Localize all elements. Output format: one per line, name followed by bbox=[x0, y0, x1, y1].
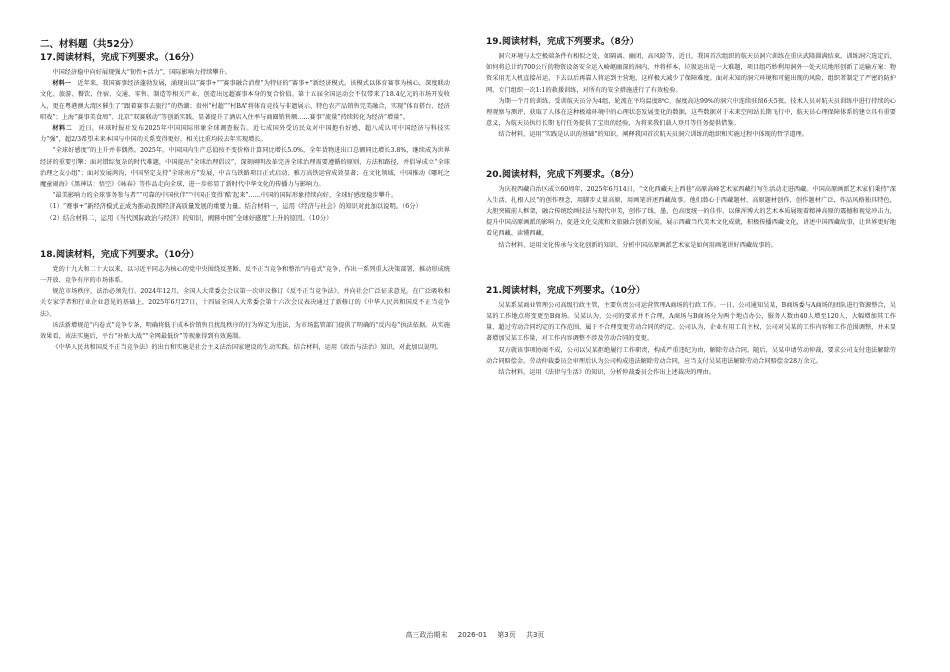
question-19 bbox=[486, 36, 896, 141]
q17-m1-text: 近年来，我国赛事经济蓬勃发展，涌现出以“赛事+”“赛事融合消费”为特征的“赛事+”新经济模式。该模式以体育赛事为核心，深度联动文化、旅游、餐饮、住宿、交通、零售、制造等相关产业，创造出远超赛事本身的复合价值。第十五届全国运动会不仅带来了18.4亿元的市场开发收入，更在粤港澳大湾区催生了“跟着赛事去旅行”的热潮；贵州“村超”“村BA”将体育竞技与非遗展示、特色农产品销售完美融合，实现“体育搭台、经济唱戏”；上海“赛事美食周”、北京“双赛联动”等创新实践，显著提升了酒店入住率与商圈销售额……赛事“流量”持续转化为经济“增量”。 bbox=[40, 80, 450, 121]
q19-para-1: 洞穴环境与太空极端条件有相似之处，如隔离、幽闭、高风险等，近日，我国首次组织的航天员洞穴训练在重庆武隆圆满结束。训练洞穴选定后，如何将总计约700公斤的物资设备安全运入崎岖幽深的洞内，并将样本、垃圾运出是一大难题，项目组巧妙利用洞外一处天坑地形创新了运输方案：物资采用无人机直接吊运，下去以后再靠人将运到主营地，这样极大减少了保障难度。面对未知的洞穴环境和可能出现的风险，组织者制定了严密的防护网，专门组织一次1:1的救援训练，对所有的安全措施进行了有效检验。 bbox=[486, 53, 896, 94]
q19-para-3: 结合材料，运用“实践是认识的基础”的知识，阐释我国首次航天员洞穴训练的组织和实施过程中体现的哲学道理。 bbox=[498, 131, 808, 139]
q18-para-2: 规范市场秩序，法治必须先行。2024年12月，全国人大常委会会议第一次审议修订《反不正当竞争法》，并向社会广泛征求意见。在广泛吸收相关专家学者和行业企业意见的基础上，2025年6月27日，十四届全国人大常委会第十六次会议表决通过了新修订的《中华人民共和国反不正当竞争法》。 bbox=[40, 288, 450, 318]
q19-para-2: 为期一个月的训练，受训航天员分为4组，轮流在平均温度8℃、湿度高达99%的洞穴中连续驻留6天5夜。技术人员对航天员训练中进行持续的心理观察与测评，获取了人体在这种极端环境中的心理状态发展变化的数据，这些数据对于未来空间站长期飞行中，航天员心理保障体系的建立具有重要意义，为航天员执行长期飞行任务提供了宝贵的经验，为将来我们载人登月等任务提供借鉴。 bbox=[486, 97, 896, 128]
q18-para-1: 党的十九大和二十大以来，以习近平同志为核心的党中央围绕反垄断、反不正当竞争和整治“内卷式”竞争，作出一系列重大决策部署，推动形成统一开放、竞争有序的市场体系。 bbox=[40, 265, 450, 285]
left-column bbox=[40, 36, 450, 353]
footer-date: 2026-01 bbox=[457, 631, 488, 639]
q21-para-3: 结合材料，运用《法律与生活》的知识，分析仲裁委员会作出上述裁决的理由。 bbox=[498, 369, 715, 377]
q17-ask-1: （1）“赛事+”新经济模式正成为推动我国经济高质量发展的重要力量。结合材料一，运用《经济与社会》的知识对此加以说明。（6分） bbox=[46, 203, 422, 211]
q18-header: 18.阅读材料，完成下列要求。（10分） bbox=[40, 249, 199, 260]
footer-total: 共3页 bbox=[525, 631, 545, 639]
q21-para-2: 双方就该事项协商不成，公司以吴某拒绝履行工作职责，构成严重违纪为由，解除劳动合同。随后，吴某申请劳动仲裁，要求公司支付违法解除劳动合同赔偿金。劳动仲裁委员会审理后认为公司构成违法解除劳动合同，应当支付吴某违法解除劳动合同赔偿金28万余元。 bbox=[486, 346, 896, 365]
right-column bbox=[486, 36, 896, 378]
q17-m2-label: 材料二 bbox=[52, 125, 73, 133]
q21-para-1: 吴某系某商业管理公司高级行政主管，主要负责公司运营管理A商场的行政工作。一日，公司通知吴某，B商场委与A商场的团队进行资源整合，吴某的工作地点将变更至B商场。吴某认为，公司的要求并不合理，A商场与B商场分为两个地点办公，服务人数由40人增至120人，大幅增加其工作量，超过劳动合同约定的工作范围，属于不合理变更劳动合同的约定。公司认为，企业有用工自主权，公司对吴某的工作内容和工作范围调整，并未显著增加吴某工作量，对工作内容调整不涉及劳动合同的变更。 bbox=[486, 301, 896, 343]
footer-page: 第3页 bbox=[497, 631, 516, 639]
q17-m2-text2: “全球好感度”的上升并非偶然。2025年，中国国内生产总值按不变价格计算同比增长5.0%，全年货物进出口总额同比增长3.8%，继续成为世界经济的重要引擎；面对错综复杂的时代难题，中国提出“全球治理倡议”，深刻阐明改革完善全球治理需要遵循的原则、方法和路径，并倡导成立“全球治理之友小组”；面对发展鸿沟，中国坚定支持“全球南方”发展，中吉乌铁路项目正式启动、雅万高铁运营成效显著；在文化领域，中国推动《哪吒之魔童闹海》《黑神话：悟空》《咏春》等作品走向全球，进一步彰显了新时代中华文化的传播力与影响力。 bbox=[40, 147, 450, 189]
q18-para-4: 《中华人民共和国反不正当竞争法》的出台和实施是社会主义法治国家建设的生动实践。结合材料，运用《政治与法治》知识，对此加以说明。 bbox=[52, 344, 443, 352]
q20-para-2: 结合材料，运用文化传承与文化创新的知识，分析中国高原画派艺术家是如何用画笔讲好西藏故事的。 bbox=[498, 241, 777, 249]
q20-para-1: 为庆祝西藏自治区成立60周年，2025年6月14日，“文化西藏天上西巷”高原高峰艺术家西藏行写生活动走进西藏。中国高原画派艺术家们秉持“深入生活、扎根人民”的创作理念，用脚步丈量高原，用画笔讲述西藏故事。他们潜心于西藏题材、高原题材创作，创作题材广泛，作品风格独具特色，大胆突破前人框架，融合传统绘画技法与现代审美，创作了线、墨、色高度统一的佳作，以催浑博大的艺术本质展现着精神高原的震撼和视觉冲击力，提升中国高原画派的影响力，促进文化交流和文旅融合创新发展，展示西藏当代美术文化成就，积极传播西藏文化，讲述中国西藏故事，让世界更好地看见西藏、读懂西藏。 bbox=[486, 185, 896, 238]
q17-material-2 bbox=[40, 123, 450, 145]
section-title: 二、材料题（共52分） bbox=[40, 39, 139, 50]
question-20 bbox=[486, 169, 896, 251]
q18-para-3: 该法新增规范“内卷式”竞争专条，明确将低于成本价销售且扰乱秩序的行为界定为违法，为市场监管部门提供了明确的“反内卷”执法依据。从实施效果看，该法实施后，平台“补贴大战”“全网最低价”等现象得到有效遏制。 bbox=[40, 321, 450, 341]
q17-m2-text3: “最美影响力的全球事务参与者”“可靠的中国伙伴”“中国正变得‘酷’起来”……中国的国际形象持续向好，全球好感度稳步攀升。 bbox=[52, 192, 398, 200]
question-18 bbox=[40, 249, 450, 354]
footer-course: 高三政治期末 bbox=[405, 631, 448, 639]
q17-material-1 bbox=[40, 78, 450, 123]
q17-ask-2: （2）结合材料二，运用《当代国际政治与经济》的知识，阐释中国“全球好感度”上升的原因。（10分） bbox=[46, 214, 333, 222]
q20-header: 20.阅读材料，完成下列要求。（8分） bbox=[486, 169, 639, 180]
q17-m1-label: 材料一 bbox=[52, 80, 72, 88]
q17-m2-text: 近日，环球时报社发布2025年中国国际形象全球调查报告。近七成国外受访民众对中国抱有好感，超八成认可中国经济与科技实力“强”，超2/3希望未来本国与中国的关系变得更好，相关比重均较去年实现增长。 bbox=[40, 125, 451, 144]
page-footer bbox=[0, 630, 950, 640]
q17-intro: 中国经济稳中向好展现强大“韧性+活力”，国际影响力持续攀升。 bbox=[52, 69, 231, 76]
q21-header: 21.阅读材料，完成下列要求。（10分） bbox=[486, 285, 645, 296]
question-21 bbox=[486, 285, 896, 378]
q17-header: 17.阅读材料，完成下列要求。（16分） bbox=[40, 53, 199, 63]
question-17 bbox=[40, 52, 450, 224]
q19-header: 19.阅读材料，完成下列要求。（8分） bbox=[486, 37, 639, 47]
